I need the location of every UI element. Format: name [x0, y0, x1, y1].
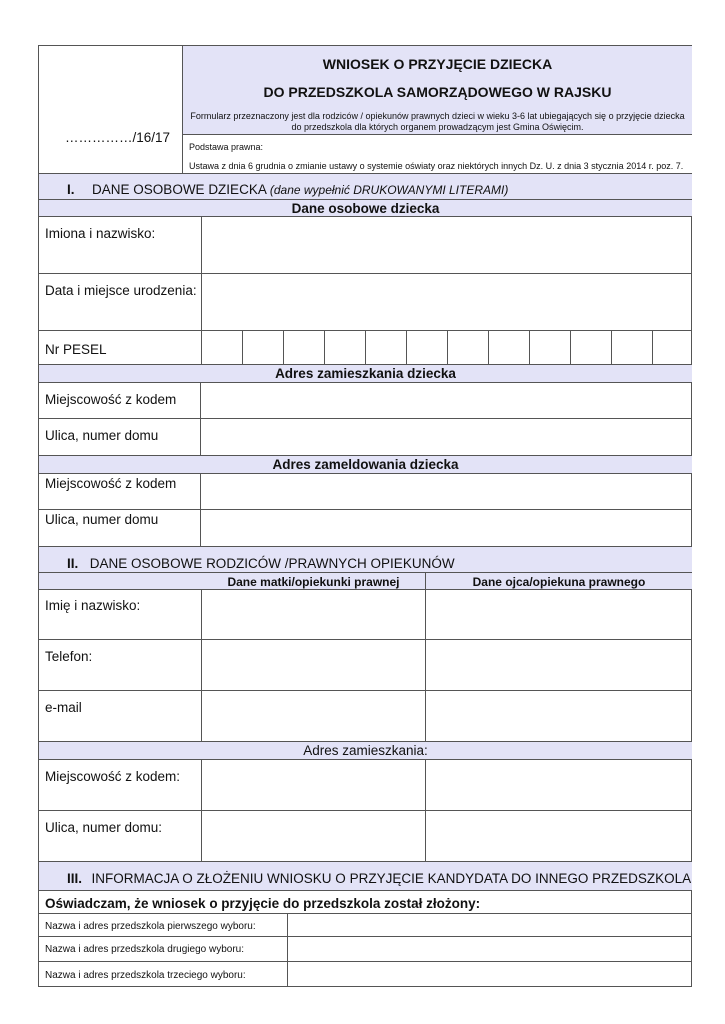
- father-email-input[interactable]: [426, 691, 692, 741]
- legal-basis-label: Podstawa prawna:: [189, 142, 264, 152]
- legal-basis-text: Ustawa z dnia 6 grudnia o zmianie ustawy o systemie oświaty oraz niektórych innych Dz. U. z dnia 3 stycznia 2014 r. poz. 7.: [189, 161, 684, 171]
- mother-city-input[interactable]: [202, 760, 425, 810]
- section3-number: III.: [67, 871, 83, 886]
- registered-label-divider: [200, 473, 201, 546]
- choice2-label: Nazwa i adres przedszkola drugiego wyboru:: [45, 944, 244, 955]
- pesel-digit-divider: [447, 330, 448, 364]
- section1-subheader: Dane osobowe dziecka: [291, 201, 440, 216]
- res-street-input[interactable]: [201, 419, 692, 454]
- section2-title: DANE OSOBOWE RODZICÓW /PRAWNYCH OPIEKUNÓW: [89, 556, 455, 571]
- pesel-digit-divider: [365, 330, 366, 364]
- choice2-input[interactable]: [288, 937, 692, 961]
- pesel-digit-divider: [488, 330, 489, 364]
- pesel-digit-divider: [529, 330, 530, 364]
- mother-street-input[interactable]: [202, 811, 425, 861]
- names-label: Imiona i nazwisko:: [45, 226, 156, 241]
- residence-label-divider: [200, 382, 201, 455]
- father-city-input[interactable]: [426, 760, 692, 810]
- section2-heading: [67, 556, 455, 572]
- form-title-line1: WNIOSEK O PRZYJĘCIE DZIECKA: [322, 56, 553, 72]
- birth-label: Data i miejsce urodzenia:: [45, 283, 197, 298]
- pesel-digit-divider: [283, 330, 284, 364]
- parent-address-header: Adres zamieszkania:: [303, 743, 428, 758]
- section2-label-divider: [201, 759, 202, 861]
- reg-city-label: Miejscowość z kodem: [45, 476, 177, 491]
- choice3-input[interactable]: [288, 962, 692, 986]
- section2-parent-divider: [425, 572, 426, 741]
- form-purpose-line1: Formularz przeznaczony jest dla rodziców / opiekunów prawnych dzieci w wieku 3-6 lat ubiegających się o przyjęcie dziecka: [190, 111, 685, 121]
- row-line: [39, 890, 692, 891]
- phone-label: Telefon:: [45, 649, 93, 664]
- application-number[interactable]: ……………/16/17: [65, 130, 171, 145]
- names-input[interactable]: [202, 217, 692, 273]
- email-label: e-mail: [45, 700, 82, 715]
- pesel-digit-divider: [324, 330, 325, 364]
- reg-street-label: Ulica, numer domu: [45, 512, 159, 527]
- section1-note: (dane wypełnić DRUKOWANYMI LITERAMI): [269, 183, 509, 197]
- residence-header: Adres zamieszkania dziecka: [275, 366, 456, 381]
- section3-title: INFORMACJA O ZŁOŻENIU WNIOSKU O PRZYJĘCIE KANDYDATA DO INNEGO PRZEDSZKOLA: [91, 871, 692, 886]
- section1-number: I.: [67, 182, 75, 197]
- pesel-digit-divider: [652, 330, 653, 364]
- section3-label-divider: [287, 913, 288, 987]
- parent-city-label: Miejscowość z kodem:: [45, 769, 181, 784]
- pesel-digit-divider: [611, 330, 612, 364]
- res-street-label: Ulica, numer domu: [45, 428, 159, 443]
- section2-label-divider: [201, 589, 202, 741]
- section1-title: DANE OSOBOWE DZIECKA: [92, 182, 267, 197]
- application-form: [38, 45, 692, 987]
- row-line: [39, 572, 692, 573]
- father-street-input[interactable]: [426, 811, 692, 861]
- registered-header: Adres zameldowania dziecka: [272, 457, 459, 472]
- birth-input[interactable]: [202, 274, 692, 330]
- res-city-label: Miejscowość z kodem: [45, 392, 177, 407]
- mother-header: Dane matki/opiekunki prawnej: [227, 575, 400, 589]
- pesel-label: Nr PESEL: [45, 342, 107, 357]
- father-phone-input[interactable]: [426, 640, 692, 690]
- section1-heading: [67, 182, 508, 198]
- father-header: Dane ojca/opiekuna prawnego: [472, 575, 646, 589]
- mother-phone-input[interactable]: [202, 640, 425, 690]
- res-city-input[interactable]: [201, 383, 692, 418]
- pesel-digit-divider: [570, 330, 571, 364]
- section2-number: II.: [67, 556, 79, 571]
- mother-name-input[interactable]: [202, 590, 425, 639]
- choice3-label: Nazwa i adres przedszkola trzeciego wyboru:: [45, 970, 246, 981]
- parent-street-label: Ulica, numer domu:: [45, 820, 163, 835]
- choice1-input[interactable]: [288, 914, 692, 936]
- mother-email-input[interactable]: [202, 691, 425, 741]
- father-name-input[interactable]: [426, 590, 692, 639]
- reg-street-input[interactable]: [201, 510, 692, 545]
- declaration-text: Oświadczam, że wniosek o przyjęcie do przedszkola został złożony:: [45, 896, 481, 911]
- choice1-label: Nazwa i adres przedszkola pierwszego wyboru:: [45, 921, 256, 932]
- form-purpose-line2: do przedszkola dla których organem prowadzącym jest Gmina Oświęcim.: [291, 122, 584, 132]
- section2-parent-divider: [425, 759, 426, 861]
- reg-city-input[interactable]: [201, 474, 692, 509]
- section1-label-divider: [201, 216, 202, 364]
- section3-heading: [67, 871, 691, 887]
- form-title-line2: DO PRZEDSZKOLA SAMORZĄDOWEGO W RAJSKU: [263, 84, 612, 100]
- pesel-digit-divider: [406, 330, 407, 364]
- parent-name-label: Imię i nazwisko:: [45, 598, 141, 613]
- pesel-digit-divider: [242, 330, 243, 364]
- row-line: [39, 199, 692, 200]
